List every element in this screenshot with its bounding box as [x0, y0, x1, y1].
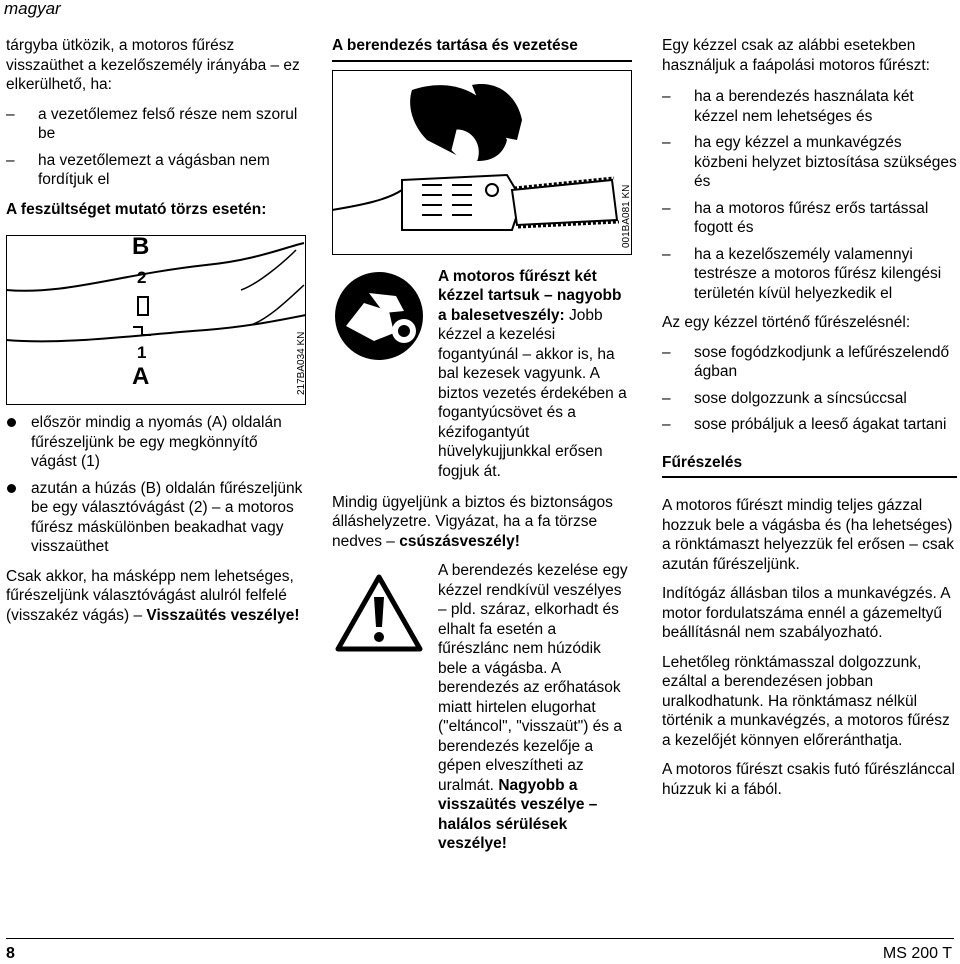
warning-triangle-icon: [334, 573, 424, 653]
one-hand-warning-text: [438, 561, 628, 854]
closing-paragraph: [6, 567, 306, 626]
tension-heading: A feszültséget mutató törzs esetén:: [6, 200, 267, 218]
closing-text: Csak akkor, ha másképp nem lehetséges, fűrészeljünk választóvágást alulról felfelé (visszakéz vágás) –: [6, 567, 294, 624]
column-1: [6, 36, 306, 635]
rule-item: – sose próbáljuk a leeső ágakat tartani: [662, 415, 957, 435]
stance-paragraph: [332, 493, 632, 552]
tension-figure: [6, 235, 306, 405]
footer-rule: [6, 938, 954, 939]
model-name: MS 200 T: [882, 945, 952, 962]
one-hand-heading: Az egy kézzel történő fűrészelésnél:: [662, 314, 911, 331]
case-item: – ha egy kézzel a munkavégzés közbeni helyzet biztosítása szükséges és: [662, 133, 957, 192]
figure-label-2: 2: [137, 268, 147, 287]
condition-item: – a vezetőlemez felső része nem szorul be: [6, 105, 306, 144]
two-hands-block: [332, 267, 632, 487]
intro-text: tárgyba ütközik, a motoros fűrész visszaüthet a kezelőszemély irányába – ez elkerülhető, ha:: [6, 37, 300, 93]
step-item: azután a húzás (B) oldalán fűrészeljünk be egy választóvágást (2) – a motoros fűrész máskülönben beakadhat vagy visszaüthet: [6, 479, 306, 557]
two-hands-mandatory-icon: [334, 271, 424, 361]
condition-item: – ha vezetőlemezt a vágásban nem fordítjuk el: [6, 151, 306, 190]
page-number: 8: [6, 945, 15, 962]
one-hand-intro: Egy kézzel csak az alábbi esetekben használjuk a faápolási motoros fűrészt:: [662, 37, 930, 74]
rule-item: – sose fogódzkodjunk a lefűrészelendő ágban: [662, 343, 957, 382]
sawing-paragraph: A motoros fűrészt csakis futó fűrészlánccal húzzuk ki a fából.: [662, 761, 955, 798]
kickback-warning: Visszaütés veszélye!: [146, 606, 300, 624]
one-hand-warning-block: [332, 561, 632, 891]
stance-text: Mindig ügyeljünk a biztos és biztonságos álláshelyzetre. Vigyázat, ha a fa törzse nedves –: [332, 493, 613, 550]
two-hands-text: [438, 267, 628, 482]
figure-label-a: A: [132, 363, 150, 390]
rule-item: – sose dolgozzunk a síncsúccsal: [662, 389, 957, 409]
tree-trunk-illustration: [6, 235, 306, 405]
language-label: magyar: [4, 0, 61, 18]
chainsaw-two-hand-illustration: [332, 70, 632, 255]
sawing-paragraph: A motoros fűrészt mindig teljes gázzal hozzuk bele a vágásba és (ha lehetséges) a rönktámaszt helyezzük fel erősen – csak azután fűrészeljünk.: [662, 497, 955, 573]
column-3: [662, 36, 957, 809]
figure-code: 217BA034 KN: [296, 331, 307, 395]
figure-label-b: B: [132, 233, 150, 260]
handling-figure: [332, 70, 632, 255]
case-item: – ha a motoros fűrész erős tartással fogott és: [662, 199, 957, 238]
slip-warning: csúszásveszély!: [399, 532, 520, 550]
column-2: [332, 36, 632, 891]
sawing-heading: Fűrészelés: [662, 453, 957, 479]
sawing-paragraph: Lehetőleg rönktámasszal dolgozzunk, ezáltal a berendezésen jobban uralkodhatunk. Ha rönktámasz nélkül történik a munkavégzés, a motoros fűrész a kezelőjét könnyen előreránthatja.: [662, 653, 950, 749]
figure-label-1: 1: [137, 343, 147, 362]
two-hands-detail: Jobb kézzel a kezelési fogantyúnál – akkor is, ha bal kezesek vagyunk. A biztos vezetés érdekében a fogantyúcsövet és a kézifogantyút hüvelykujjunkkal erősen fogjuk át.: [438, 306, 627, 480]
step-item: először mindig a nyomás (A) oldalán fűrészeljünk be egy megkönnyítő vágást (1): [6, 413, 306, 472]
sawing-paragraph: Indítógáz állásban tilos a munkavégzés. A motor fordulatszáma ennél a gázemeltyű beállításnál nem szabályozható.: [662, 585, 950, 641]
case-item: – ha a berendezés használata két kézzel nem lehetséges és: [662, 87, 957, 126]
one-hand-danger-text: A berendezés kezelése egy kézzel rendkívül veszélyes – pld. száraz, elkorhadt és elhalt fa esetén a fűrészlánc nem húzódik bele a vágásba. A berendezés az erőhatások miatt hirtelen elugorhat ("eltáncol", "visszaüt") és a berendezés kezelője a gépen elveszítheti az uralmát.: [438, 562, 628, 794]
section-heading: A berendezés tartása és vezetése: [332, 36, 632, 62]
case-item: – ha a kezelőszemély valamennyi testrésze a motoros fűrész kilengési területén kívül helyezkedik el: [662, 245, 957, 304]
two-hands-bold: A motoros fűrészt két kézzel tartsuk – nagyobb a balesetveszély:: [438, 267, 622, 324]
figure-code: 001BA081 KN: [621, 184, 632, 248]
fatal-injury-warning: Nagyobb a visszaütés veszélye – halálos sérülések veszélye!: [438, 776, 598, 852]
